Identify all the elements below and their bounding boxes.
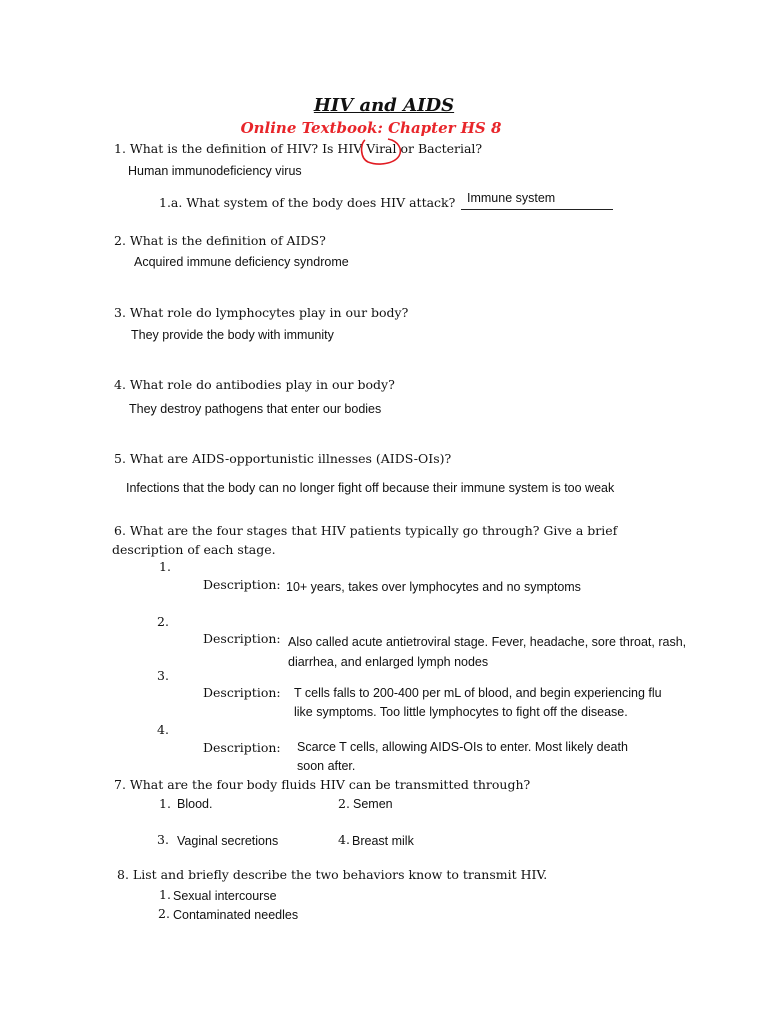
answer-1a: Immune system — [467, 191, 556, 205]
question-6-line2: description of each stage. — [112, 542, 276, 557]
stage-description-cont: diarrhea, and enlarged lymph nodes — [288, 655, 489, 669]
stage-description: Also called acute antietroviral stage. Fever, headache, sore throat, rash, — [288, 635, 687, 649]
question-4: 4. What role do antibodies play in our body? — [114, 377, 395, 392]
description-label: Description: — [203, 577, 281, 592]
question-1-text-post: or Bacterial? — [396, 141, 483, 156]
answer-2: Acquired immune deficiency syndrome — [134, 255, 349, 269]
stage-number: 3. — [157, 668, 169, 683]
fluid-answer: Vaginal secretions — [177, 834, 279, 848]
red-circle-annotation-icon — [358, 136, 406, 166]
fluid-answer: Semen — [353, 797, 393, 811]
stage-number: 2. — [157, 614, 169, 629]
question-1-circled-word: Viral — [366, 141, 397, 156]
question-2: 2. What is the definition of AIDS? — [114, 233, 326, 248]
stage-number: 1. — [159, 559, 171, 574]
answer-line — [461, 209, 613, 210]
description-label: Description: — [203, 740, 281, 755]
question-3: 3. What role do lymphocytes play in our body? — [114, 305, 409, 320]
stage-description: T cells falls to 200-400 per mL of blood, and begin experiencing flu — [294, 686, 662, 700]
answer-4: They destroy pathogens that enter our bodies — [129, 402, 382, 416]
fluid-number: 2. — [338, 796, 350, 811]
behavior-number: 1. — [159, 887, 171, 902]
question-6-line1: 6. What are the four stages that HIV patients typically go through? Give a brief — [114, 523, 618, 538]
page-subtitle: Online Textbook: Chapter HS 8 — [240, 119, 502, 137]
stage-description-cont: soon after. — [297, 759, 356, 773]
answer-3: They provide the body with immunity — [131, 328, 334, 342]
fluid-number: 4. — [338, 832, 350, 847]
description-label: Description: — [203, 685, 281, 700]
fluid-answer: Blood. — [177, 797, 213, 811]
fluid-number: 3. — [157, 832, 169, 847]
stage-description: Scarce T cells, allowing AIDS-OIs to enter. Most likely death — [297, 740, 628, 754]
question-1a: 1.a. What system of the body does HIV attack? — [159, 195, 456, 210]
question-7: 7. What are the four body fluids HIV can be transmitted through? — [114, 777, 531, 792]
question-5: 5. What are AIDS-opportunistic illnesses (AIDS-OIs)? — [114, 451, 452, 466]
behavior-number: 2. — [158, 906, 170, 921]
page-title: HIV and AIDS — [313, 95, 455, 116]
answer-1: Human immunodeficiency virus — [128, 164, 302, 178]
question-1 — [114, 141, 482, 156]
question-8: 8. List and briefly describe the two behaviors know to transmit HIV. — [117, 867, 548, 882]
stage-number: 4. — [157, 722, 169, 737]
behavior-answer: Sexual intercourse — [173, 889, 277, 903]
answer-5: Infections that the body can no longer fight off because their immune system is too weak — [126, 481, 615, 495]
stage-description-cont: like symptoms. Too little lymphocytes to fight off the disease. — [294, 705, 628, 719]
description-label: Description: — [203, 631, 281, 646]
question-1-text-pre: 1. What is the definition of HIV? Is HIV — [114, 141, 367, 156]
stage-description: 10+ years, takes over lymphocytes and no symptoms — [286, 580, 581, 594]
fluid-answer: Breast milk — [352, 834, 414, 848]
fluid-number: 1. — [159, 796, 171, 811]
behavior-answer: Contaminated needles — [173, 908, 299, 922]
